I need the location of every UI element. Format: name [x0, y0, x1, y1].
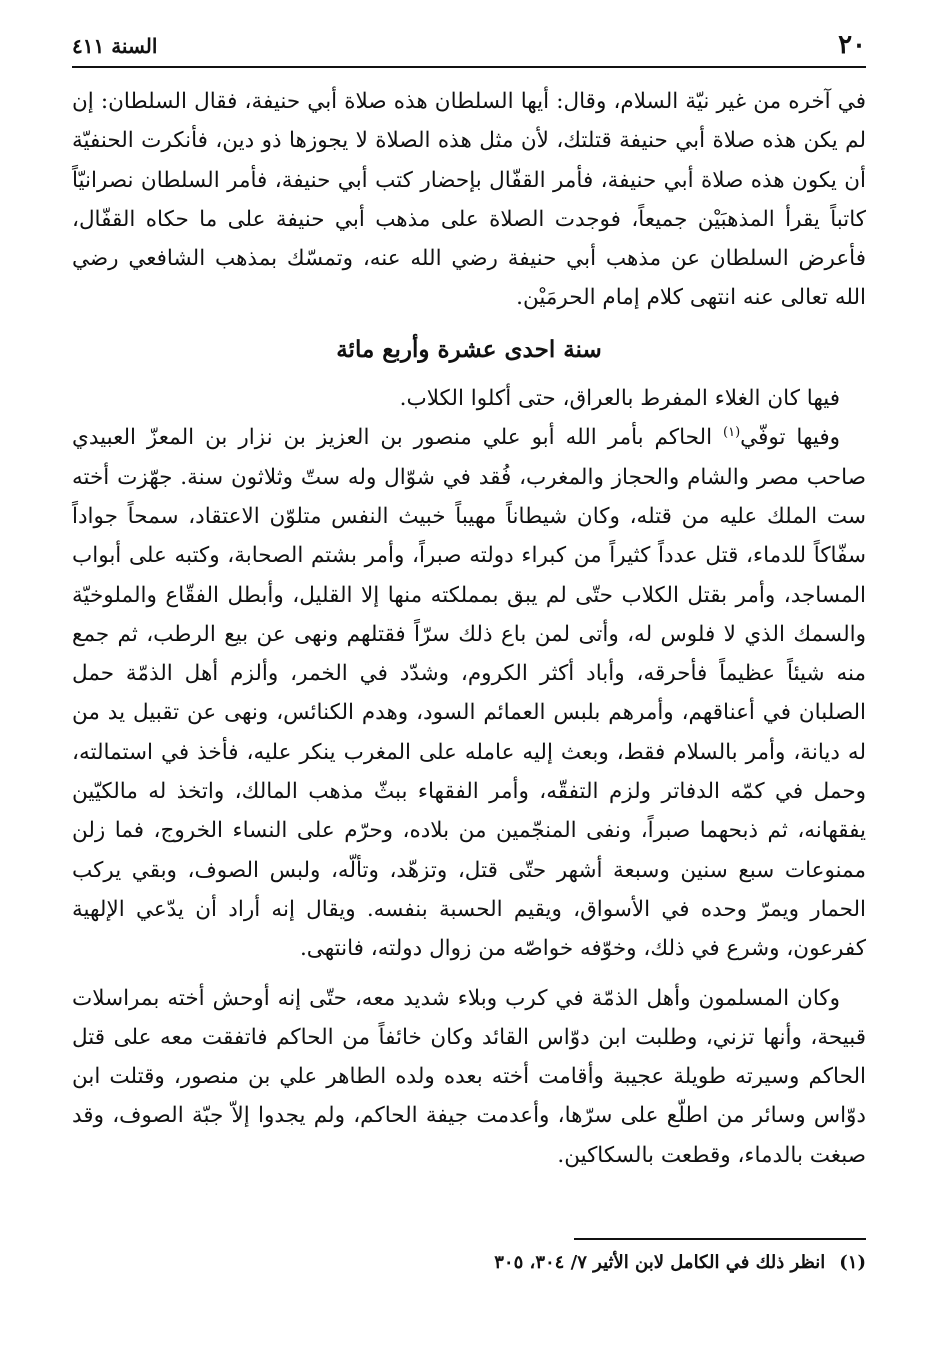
page-number: ٢٠ — [838, 30, 866, 60]
main-text — [72, 82, 866, 1175]
footnote-text: انظر ذلك في الكامل لابن الأثير ٧/ ٣٠٤، ٣٠٥ — [494, 1252, 826, 1273]
section-title: سنة احدى عشرة وأربع مائة — [336, 335, 602, 363]
paragraph-3 — [72, 418, 866, 968]
footnote-divider — [574, 1238, 866, 1240]
running-title: السنة ٤١١ — [72, 34, 158, 58]
paragraph-4: وكان المسلمون وأهل الذمّة في كرب وبلاء شديد معه، حتّى إنه أوحش أخته بمراسلات قبيحة، وأنها تزني، وطلبت ابن دوّاس القائد وكان خائفاً من الحاكم فاتفقت معه على قتل الحاكم وسيرته طويلة عجيبة وأقامت أخته بعده ولده الطاهر علي بن منصور، وقتلت ابن دوّاس وسائر من اطلّع على سرّها، وأعدمت جيفة الحاكم، ولم يجدوا إلاّ جبّة الصوف، وقد صبغت بالدماء، وقطعت بالسكاكين. — [72, 985, 866, 1168]
paragraph-3-start: وفيها توفّي — [740, 425, 841, 451]
paragraph-2: فيها كان الغلاء المفرط بالعراق، حتى أكلوا الكلاب. — [399, 386, 840, 412]
paragraph-3-rest: الحاكم بأمر الله أبو علي منصور بن العزيز بن نزار بن المعزّ العبيدي صاحب مصر والشام والحجاز والمغرب، فُقد في شوّال وله ستّ وثلاثون سنة. جهّزت أخته ست الملك عليه من قتله، وكان شيطاناً مهيباً خبيث النفس متلوّن الاعتقاد، سمحاً جواداً سفّاكاً للدماء، قتل عدداً كثيراً من كبراء دولته صبراً، وأمر بشتم الصحابة، وكتبه على أبواب المساجد، وأمر بقتل الكلاب حتّى لم يبق بمملكته منها إلا القليل، وأبطل الفقّاع والملوخيّة والسمك الذي لا فلوس له، وأتى لمن باع ذلك سرّاً فقتلهم ونهى عن بيع الرطب، ثم جمع منه شيئاً عظيماً فأحرقه، وأباد أكثر الكروم، وشدّد في الخمر، وألزم أهل الذمّة حمل الصلبان في أعناقهم، وأمرهم بلبس العمائم السود، وهدم الكنائس، ونهى عن تقبيل يد من له ديانة، وأمر بالسلام فقط، وبعث إليه عامله على المغرب ينكر عليه، فأخذ في استمالته، وحمل في كمّه الدفاتر ولزم التفقّه، وأمر الفقهاء ببثّ مذهب المالك، واتخذ له مالكيّين يفقهانه، ثم ذبحهما صبراً، ونفى المنجّمين من بلاده، وحرّم على النساء الخروج، فما زلن ممنوعات سبع سنين وسبعة أشهر حتّى قتل، وتزهّد، وتألّه، ولبس الصوف، وبقي يركب الحمار ويمرّ وحده في الأسواق، ويقيم الحسبة بنفسه. ويقال إنه أراد أن يدّعي الإلهية كفرعون، وشرع في ذلك، وخوّفه خواصّه من زوال دولته، فانتهى. — [72, 425, 866, 962]
page-header — [72, 28, 866, 68]
footnote-reference[interactable]: (١) — [723, 425, 741, 441]
paragraph-1: في آخره من غير نيّة السلام، وقال: أيها السلطان هذه صلاة أبي حنيفة، فقال السلطان: إن لم يكن هذه صلاة أبي حنيفة قتلتك، لأن مثل هذه الصلاة لا يجوزها ذو دين، فأنكرت الحنفيّة أن يكون هذه صلاة أبي حنيفة، فأمر القفّال بإحضار كتب أبي حنيفة، فأمر السلطان نصرانيّاً كاتباً يقرأ المذهبَيْن جميعاً، فوجدت الصلاة على مذهب أبي حنيفة على ما حكاه القفّال، فأعرض السلطان عن مذهب أبي حنيفة رضي الله عنه، وتمسّك بمذهب الشافعي رضي الله تعالى عنه انتهى كلام إمام الحرمَيْن. — [72, 89, 866, 311]
footnote-number: (١) — [839, 1252, 866, 1273]
footnote — [72, 1252, 866, 1273]
